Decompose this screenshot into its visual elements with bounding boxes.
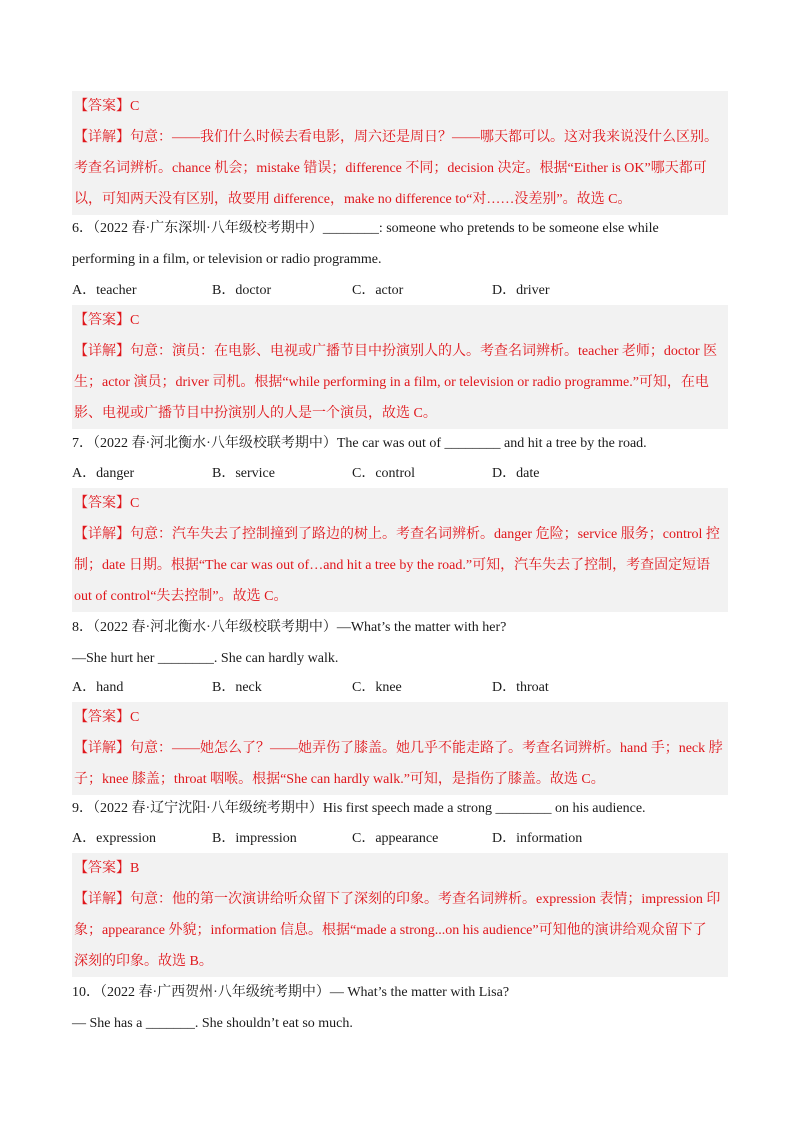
q9-options (72, 823, 728, 854)
answer-label: 【答案】C (74, 710, 140, 725)
option-c: C．knee (352, 680, 402, 695)
detail-line: 【详解】句意：——她怎么了？——她弄伤了膝盖。她几乎不能走路了。考查名词辨析。hand 手；neck 脖 (74, 741, 723, 756)
option-c: C．appearance (352, 831, 439, 846)
question-line: 9．（2022 春·辽宁沈阳·八年级统考期中）His first speech made a strong ________ on his audience. (72, 801, 646, 816)
detail-line: 象；appearance 外貌；information 信息。根据“made a strong...on his audience”可知他的演讲给观众留下了 (74, 923, 707, 938)
option-b: B．service (212, 466, 275, 481)
q8-answer-block (72, 702, 728, 795)
answer-label: 【答案】C (74, 496, 140, 511)
option-d: D．driver (492, 283, 550, 298)
question-line: 8．（2022 春·河北衡水·八年级校联考期中）—What’s the matter with her? (72, 620, 507, 635)
question-line: — She has a _______. She shouldn’t eat so much. (72, 1016, 353, 1031)
answer-label: 【答案】C (74, 99, 140, 114)
option-b: B．doctor (212, 283, 272, 298)
question-line: 10．（2022 春·广西贺州·八年级统考期中）— What’s the matter with Lisa? (72, 985, 510, 1000)
option-b: B．neck (212, 680, 262, 695)
detail-line: 制；date 日期。根据“The car was out of…and hit a tree by the road.”可知，汽车失去了控制，考查固定短语 (74, 558, 711, 573)
q9-stem (72, 793, 728, 824)
question-line: 7．（2022 春·河北衡水·八年级校联考期中）The car was out of ________ and hit a tree by the road. (72, 436, 647, 451)
option-a: A．hand (72, 680, 124, 695)
answer-label: 【答案】B (74, 861, 140, 876)
answer-label: 【答案】C (74, 313, 140, 328)
detail-line: 【详解】句意：演员：在电影、电视或广播节目中扮演别人的人。考查名词辨析。teacher 老师；doctor 医 (74, 344, 718, 359)
option-d: D．date (492, 466, 540, 481)
q7-options (72, 458, 728, 489)
question-line: performing in a film, or television or radio programme. (72, 252, 382, 267)
detail-line: 生；actor 演员；driver 司机。根据“while performing in a film, or television or radio programme.”可知，在电 (74, 375, 709, 390)
q7-answer-block (72, 488, 728, 612)
detail-line: out of control“失去控制”。故选 C。 (74, 589, 288, 604)
option-c: C．actor (352, 283, 404, 298)
option-d: D．information (492, 831, 583, 846)
detail-line: 深刻的印象。故选 B。 (74, 954, 213, 969)
question-line: 6．（2022 春·广东深圳·八年级校考期中）________: someone who pretends to be someone else while (72, 221, 659, 236)
option-a: A．danger (72, 466, 135, 481)
q6-stem (72, 213, 728, 275)
q6-options (72, 275, 728, 306)
q5-answer-block (72, 91, 728, 215)
detail-line: 影、电视或广播节目中扮演别人的人是一个演员，故选 C。 (74, 406, 437, 421)
q8-options (72, 672, 728, 703)
option-a: A．expression (72, 831, 156, 846)
detail-line: 以，可知两天没有区别，故要用 difference，make no difference to“对……没差别”。故选 C。 (74, 192, 632, 207)
detail-line: 【详解】句意：——我们什么时候去看电影，周六还是周日？——哪天都可以。这对我来说没什么区别。 (74, 130, 718, 145)
option-d: D．throat (492, 680, 549, 695)
q9-answer-block (72, 853, 728, 977)
option-b: B．impression (212, 831, 297, 846)
option-c: C．control (352, 466, 415, 481)
detail-line: 子；knee 膝盖；throat 咽喉。根据“She can hardly walk.”可知，是指伤了膝盖。故选 C。 (74, 772, 605, 787)
q8-stem (72, 612, 728, 674)
detail-line: 考查名词辨析。chance 机会；mistake 错误；difference 不同；decision 决定。根据“Either is OK”哪天都可 (74, 161, 707, 176)
detail-line: 【详解】句意：汽车失去了控制撞到了路边的树上。考查名词辨析。danger 危险；service 服务；control 控 (74, 527, 720, 542)
q10-stem (72, 977, 728, 1039)
q6-answer-block (72, 305, 728, 429)
detail-line: 【详解】句意：他的第一次演讲给听众留下了深刻的印象。考查名词辨析。expression 表情；impression 印 (74, 892, 721, 907)
q7-stem (72, 428, 728, 459)
question-line: —She hurt her ________. She can hardly walk. (72, 651, 339, 666)
option-a: A．teacher (72, 283, 137, 298)
